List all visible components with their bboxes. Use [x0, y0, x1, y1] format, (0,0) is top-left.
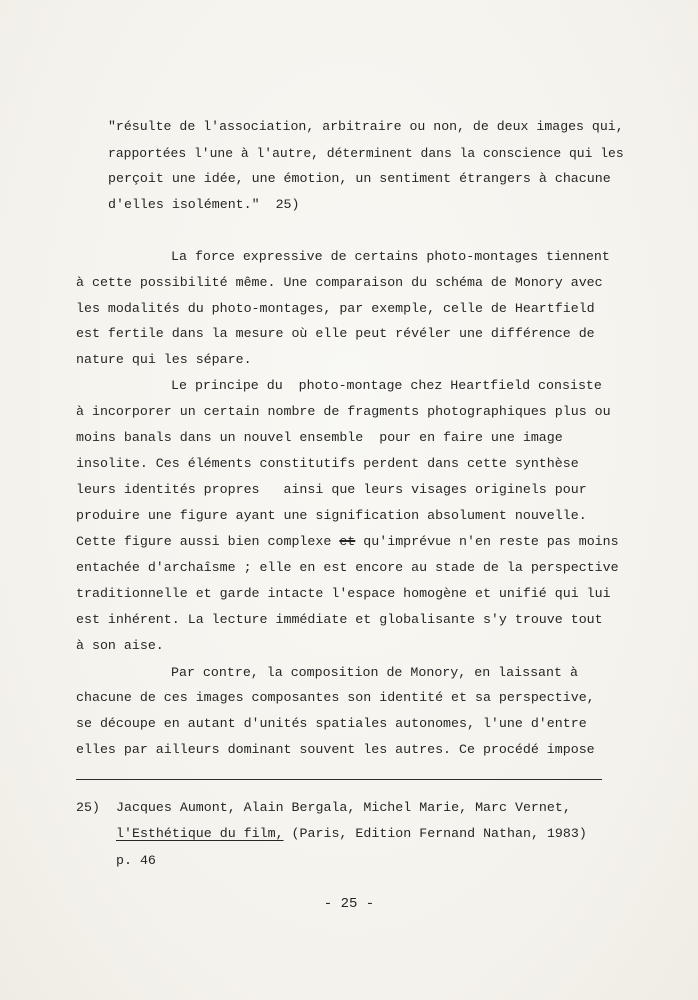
paragraph-3-line-4: elles par ailleurs dominant souvent les autres. Ce procédé impose [76, 742, 595, 757]
paragraph-1-line-5: nature qui les sépare. [76, 352, 252, 367]
paragraph-1-line-1: La force expressive de certains photo-montages tiennent [171, 249, 610, 264]
paragraph-2-line-1: Le principe du photo-montage chez Heartfield consiste [171, 378, 602, 393]
quote-line-4: d'elles isolément." 25) [108, 197, 300, 212]
page-number: - 25 - [323, 896, 375, 912]
paragraph-2-line-8: entachée d'archaîsme ; elle en est encore au stade de la perspective [76, 560, 619, 575]
quote-line-2: rapportées l'une à l'autre, déterminent dans la conscience qui les [108, 146, 624, 161]
footnote-book-title: l'Esthétique du film, [116, 826, 284, 841]
footnote-separator [76, 779, 602, 780]
paragraph-1-line-2: à cette possibilité même. Une comparaison du schéma de Monory avec [76, 275, 603, 290]
paragraph-2-line-7-start: Cette figure aussi bien complexe [76, 534, 340, 549]
paragraph-1-line-4: est fertile dans la mesure où elle peut révéler une différence de [76, 326, 595, 341]
quote-line-3: perçoit une idée, une émotion, un sentiment étrangers à chacune [108, 171, 611, 186]
paragraph-2-line-2: à incorporer un certain nombre de fragments photographiques plus ou [76, 404, 611, 419]
paragraph-3-line-1: Par contre, la composition de Monory, en laissant à [171, 665, 578, 680]
paragraph-2-line-4: insolite. Ces éléments constitutifs perdent dans cette synthèse [76, 456, 579, 471]
paragraph-3-line-2: chacune de ces images composantes son identité et sa perspective, [76, 690, 595, 705]
footnote-pages: p. 46 [116, 853, 156, 868]
paragraph-3-line-3: se découpe en autant d'unités spatiales autonomes, l'une d'entre [76, 716, 587, 731]
footnote-authors: Jacques Aumont, Alain Bergala, Michel Marie, Marc Vernet, [116, 800, 571, 815]
footnote-number: 25) [76, 800, 100, 815]
footnote-publisher: (Paris, Edition Fernand Nathan, 1983) [283, 826, 587, 841]
paragraph-2-line-9: traditionnelle et garde intacte l'espace homogène et unifié qui lui [76, 586, 611, 601]
struck-word: et [339, 534, 356, 549]
paragraph-2-line-6: produire une figure ayant une signification absolument nouvelle. [76, 508, 587, 523]
paragraph-1-line-3: les modalités du photo-montages, par exemple, celle de Heartfield [76, 301, 595, 316]
paragraph-2-line-7 [76, 535, 619, 548]
paragraph-2-line-5: leurs identités propres ainsi que leurs visages originels pour [76, 482, 587, 497]
quote-line-1: "résulte de l'association, arbitraire ou non, de deux images qui, [108, 119, 624, 134]
footnote-citation [116, 827, 587, 840]
paragraph-2-line-10: est inhérent. La lecture immédiate et globalisante s'y trouve tout [76, 612, 603, 627]
paragraph-2-line-7-end: qu'imprévue n'en reste pas moins [355, 534, 619, 549]
paragraph-2-line-11: à son aise. [76, 638, 164, 653]
paragraph-2-line-3: moins banals dans un nouvel ensemble pour en faire une image [76, 430, 563, 445]
